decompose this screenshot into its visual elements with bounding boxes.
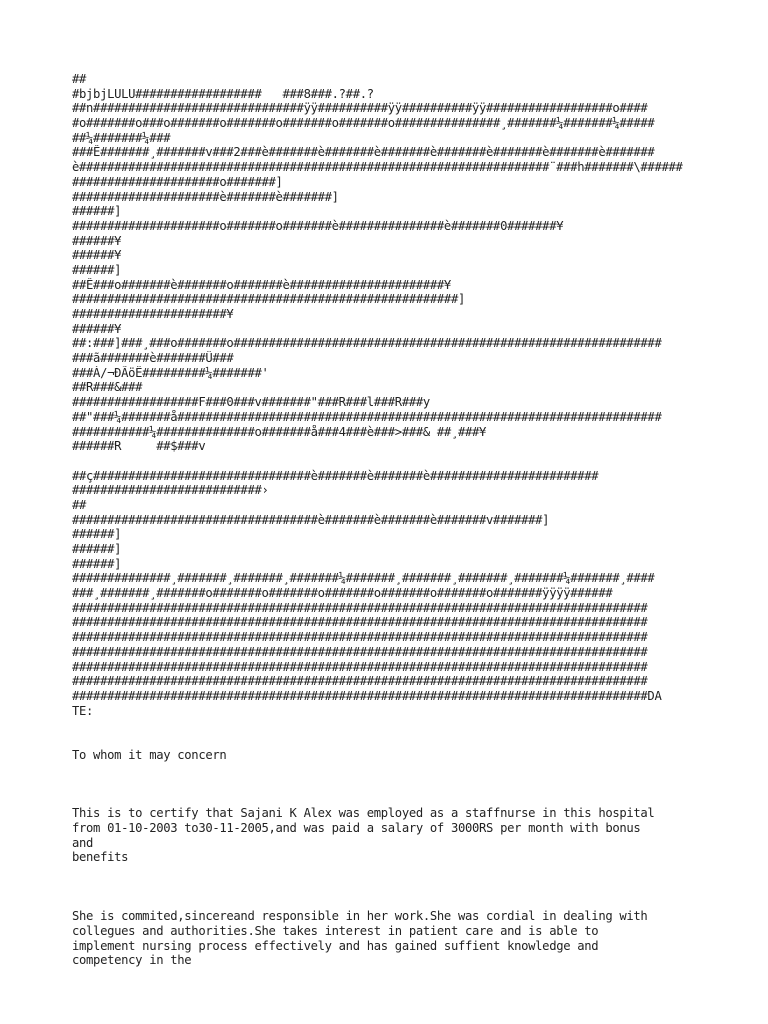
header-line: #bjbjLULU################## ###8###.?##.? bbox=[72, 86, 374, 101]
header-line: ################################################################################## bbox=[72, 615, 648, 630]
header-line: ##"###¼#######å##################################################################### bbox=[72, 409, 662, 424]
paragraph-line: implement nursing process effectively and has gained suffient knowledge and bbox=[72, 938, 599, 953]
header-line: ######] bbox=[72, 527, 122, 542]
header-line: ######¥ bbox=[72, 321, 122, 336]
header-line: ###¸#######¸#######o#######o#######o#######o#######o#######o#######ÿÿÿÿ###### bbox=[72, 586, 613, 601]
header-line: ## bbox=[72, 72, 87, 86]
header-line: ######¥ bbox=[72, 233, 122, 248]
character-paragraph bbox=[72, 909, 712, 968]
spacer bbox=[72, 792, 712, 807]
spacer bbox=[72, 865, 712, 894]
header-line bbox=[72, 454, 712, 469]
header-line: ##################F###0###v#######"###R###l###R###y bbox=[72, 395, 430, 410]
document-page bbox=[72, 72, 712, 968]
certification-paragraph bbox=[72, 806, 712, 865]
garbled-header-block bbox=[72, 72, 712, 718]
paragraph-line: She is commited,sincereand responsible in her work.She was cordial in dealing with bbox=[72, 909, 648, 924]
header-line: ##R###&### bbox=[72, 380, 143, 395]
header-line: ###ã#######è#######Ü### bbox=[72, 351, 234, 366]
spacer bbox=[72, 762, 712, 791]
paragraph-line: from 01-10-2003 to30-11-2005,and was paid a salary of 3000RS per month with bonus bbox=[72, 821, 641, 836]
header-line: ##################################################################################DA bbox=[72, 688, 662, 703]
header-line: ##Ê###o#######è#######o#######è######################¥ bbox=[72, 277, 451, 292]
header-line: ################################################################################## bbox=[72, 659, 648, 674]
header-line: ######################¥ bbox=[72, 307, 234, 321]
header-line: ################################################################################## bbox=[72, 644, 648, 659]
header-line: #####################o#######o#######è###############è#######0#######¥ bbox=[72, 218, 564, 233]
header-line: #####################è#######è#######] bbox=[72, 189, 339, 204]
header-line: TE: bbox=[72, 703, 94, 718]
header-line: ######] bbox=[72, 556, 122, 571]
header-line: ######R ##$###v bbox=[72, 439, 206, 454]
paragraph-line: This is to certify that Sajani K Alex was employed as a staffnurse in this hospital bbox=[72, 806, 655, 821]
paragraph-line: and bbox=[72, 835, 94, 850]
header-line: ###########¼##############o#######å###4###è###>###& ##¸###¥ bbox=[72, 424, 487, 439]
spacer bbox=[72, 895, 712, 910]
header-line: ######] bbox=[72, 542, 122, 556]
header-line: #####################o#######] bbox=[72, 174, 283, 189]
spacer bbox=[72, 718, 712, 747]
header-line: ######] bbox=[72, 262, 122, 277]
header-line: ######] bbox=[72, 204, 122, 219]
header-line: ##ç###############################è#######è#######è######################## bbox=[72, 468, 599, 483]
header-line: ###########################› bbox=[72, 483, 269, 498]
header-line: #######################################################] bbox=[72, 292, 465, 307]
header-line: ###À/¬ÐÃöË#########¼#######' bbox=[72, 365, 269, 380]
salutation: To whom it may concern bbox=[72, 747, 227, 762]
paragraph-line: competency in the bbox=[72, 953, 192, 968]
header-line: ## bbox=[72, 497, 87, 512]
header-line: ######¥ bbox=[72, 248, 122, 263]
header-line: ##############¸#######¸#######¸#######¼#######¸#######¸#######¸#######¼#######¸#### bbox=[72, 571, 655, 586]
header-line: ##:###]###¸###o#######o############################################################# bbox=[72, 336, 662, 351]
paragraph-line: collegues and authorities.She takes interest in patient care and is able to bbox=[72, 923, 599, 938]
header-line: ###Ê#######¸#######v###2###è#######è#######è#######è#######è#######è#######è####### bbox=[72, 145, 655, 160]
header-line: ##¼#######¼### bbox=[72, 130, 171, 145]
header-line: ################################################################################## bbox=[72, 674, 648, 689]
header-line: ################################################################################## bbox=[72, 600, 648, 615]
header-line: ###################################è#######è#######è#######v#######] bbox=[72, 512, 550, 527]
header-line: #o#######o###o#######o#######o#######o#######o###############¸#######¼#######¼##### bbox=[72, 116, 655, 131]
header-line: ##n##############################ÿÿ##########ÿÿ##########ÿÿ##################o#### bbox=[72, 101, 648, 116]
paragraph-line: benefits bbox=[72, 850, 129, 865]
header-line: è###################################################################¨###h#######\###### bbox=[72, 160, 683, 175]
header-line: ################################################################################## bbox=[72, 630, 648, 645]
